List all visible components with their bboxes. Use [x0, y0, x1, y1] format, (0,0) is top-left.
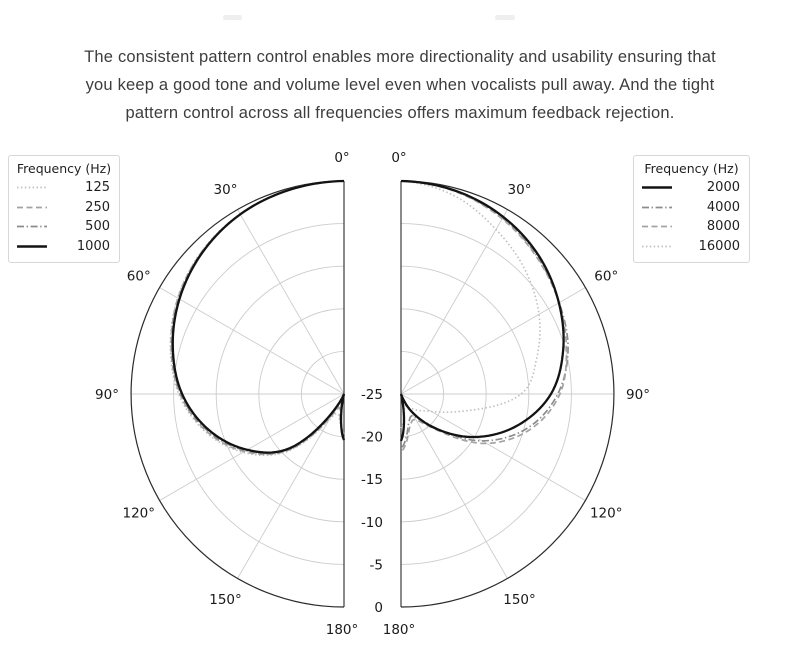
angle-tick-label: 60° [594, 268, 619, 285]
cropped-text-artifact [223, 15, 242, 20]
angle-tick-label: 180° [325, 622, 359, 638]
legend-label: 500 [85, 219, 110, 235]
legend-entry-1000hz [16, 237, 112, 257]
angle-gridline [238, 394, 345, 578]
legend-entry-16000hz [641, 237, 742, 257]
dashed-line-sample [641, 224, 673, 229]
legend-entry-250hz [16, 198, 112, 218]
pattern-curve-16000hz [401, 181, 540, 428]
angle-tick-label: 120° [589, 505, 623, 522]
legend-entry-125hz [16, 178, 112, 198]
angle-gridline [401, 394, 508, 578]
intro-line: pattern control across all frequencies offers maximum feedback rejection. [125, 103, 675, 122]
angle-tick-label: 30° [507, 181, 532, 198]
angle-gridline [238, 210, 345, 394]
intro-line: The consistent pattern control enables more directionality and usability ensuring that [84, 47, 716, 66]
legend-entry-500hz [16, 217, 112, 237]
radial-tick-label: -15 [360, 472, 383, 489]
legend-entries [641, 178, 742, 256]
angle-tick-label: 0° [391, 150, 407, 166]
legend-entries [16, 178, 112, 256]
angle-tick-label: 90° [95, 387, 119, 403]
intro-line: you keep a good tone and volume level even when vocalists pull away. And the tight [85, 75, 715, 94]
legend-label: 250 [85, 199, 110, 215]
angle-gridline [160, 288, 344, 395]
angle-tick-label: 150° [209, 592, 242, 609]
dotted-line-sample [16, 185, 48, 190]
legend-label: 8000 [706, 219, 740, 235]
pattern-curve-1000hz [173, 181, 344, 453]
angle-tick-label: 0° [334, 150, 350, 166]
legend-label: 16000 [698, 238, 740, 254]
legend-entry-4000hz [641, 198, 742, 218]
radial-tick-label: 0 [374, 600, 383, 616]
angle-gridline [160, 394, 344, 501]
radial-tick-label: -10 [360, 514, 383, 531]
pattern-curve-500hz [172, 181, 344, 453]
angle-tick-label: 30° [213, 181, 238, 198]
legend-title: Frequency (Hz) [16, 161, 112, 176]
pattern-curve-250hz [171, 181, 344, 454]
pattern-curve-125hz [170, 181, 344, 455]
radial-tick-label: -20 [360, 429, 383, 446]
legend-label: 4000 [706, 199, 740, 215]
angle-tick-label: 60° [126, 268, 151, 285]
cropped-text-artifact [495, 15, 515, 20]
legend-title: Frequency (Hz) [644, 161, 739, 176]
legend-entry-8000hz [641, 217, 742, 237]
angle-tick-label: 180° [382, 622, 416, 638]
dotted-line-sample [641, 244, 673, 249]
solid-line-sample [16, 244, 48, 249]
dashdot-line-sample [16, 224, 48, 229]
legend-high-frequencies [633, 155, 750, 263]
legend-label: 2000 [706, 180, 740, 196]
radial-tick-label: -5 [369, 557, 383, 574]
solid-line-sample [641, 185, 673, 190]
radial-tick-label: -25 [360, 387, 383, 403]
angle-tick-label: 150° [503, 592, 536, 609]
angle-gridline [401, 210, 508, 394]
angle-tick-label: 120° [122, 505, 156, 522]
pattern-curve-8000hz [401, 181, 566, 452]
legend-entry-2000hz [641, 178, 742, 198]
legend-label: 1000 [76, 238, 110, 254]
dashdot-line-sample [641, 205, 673, 210]
intro-paragraph [20, 43, 780, 127]
dashed-line-sample [16, 205, 48, 210]
legend-low-frequencies [8, 155, 120, 263]
legend-label: 125 [85, 180, 110, 196]
angle-gridline [401, 394, 585, 501]
angle-tick-label: 90° [626, 387, 650, 403]
